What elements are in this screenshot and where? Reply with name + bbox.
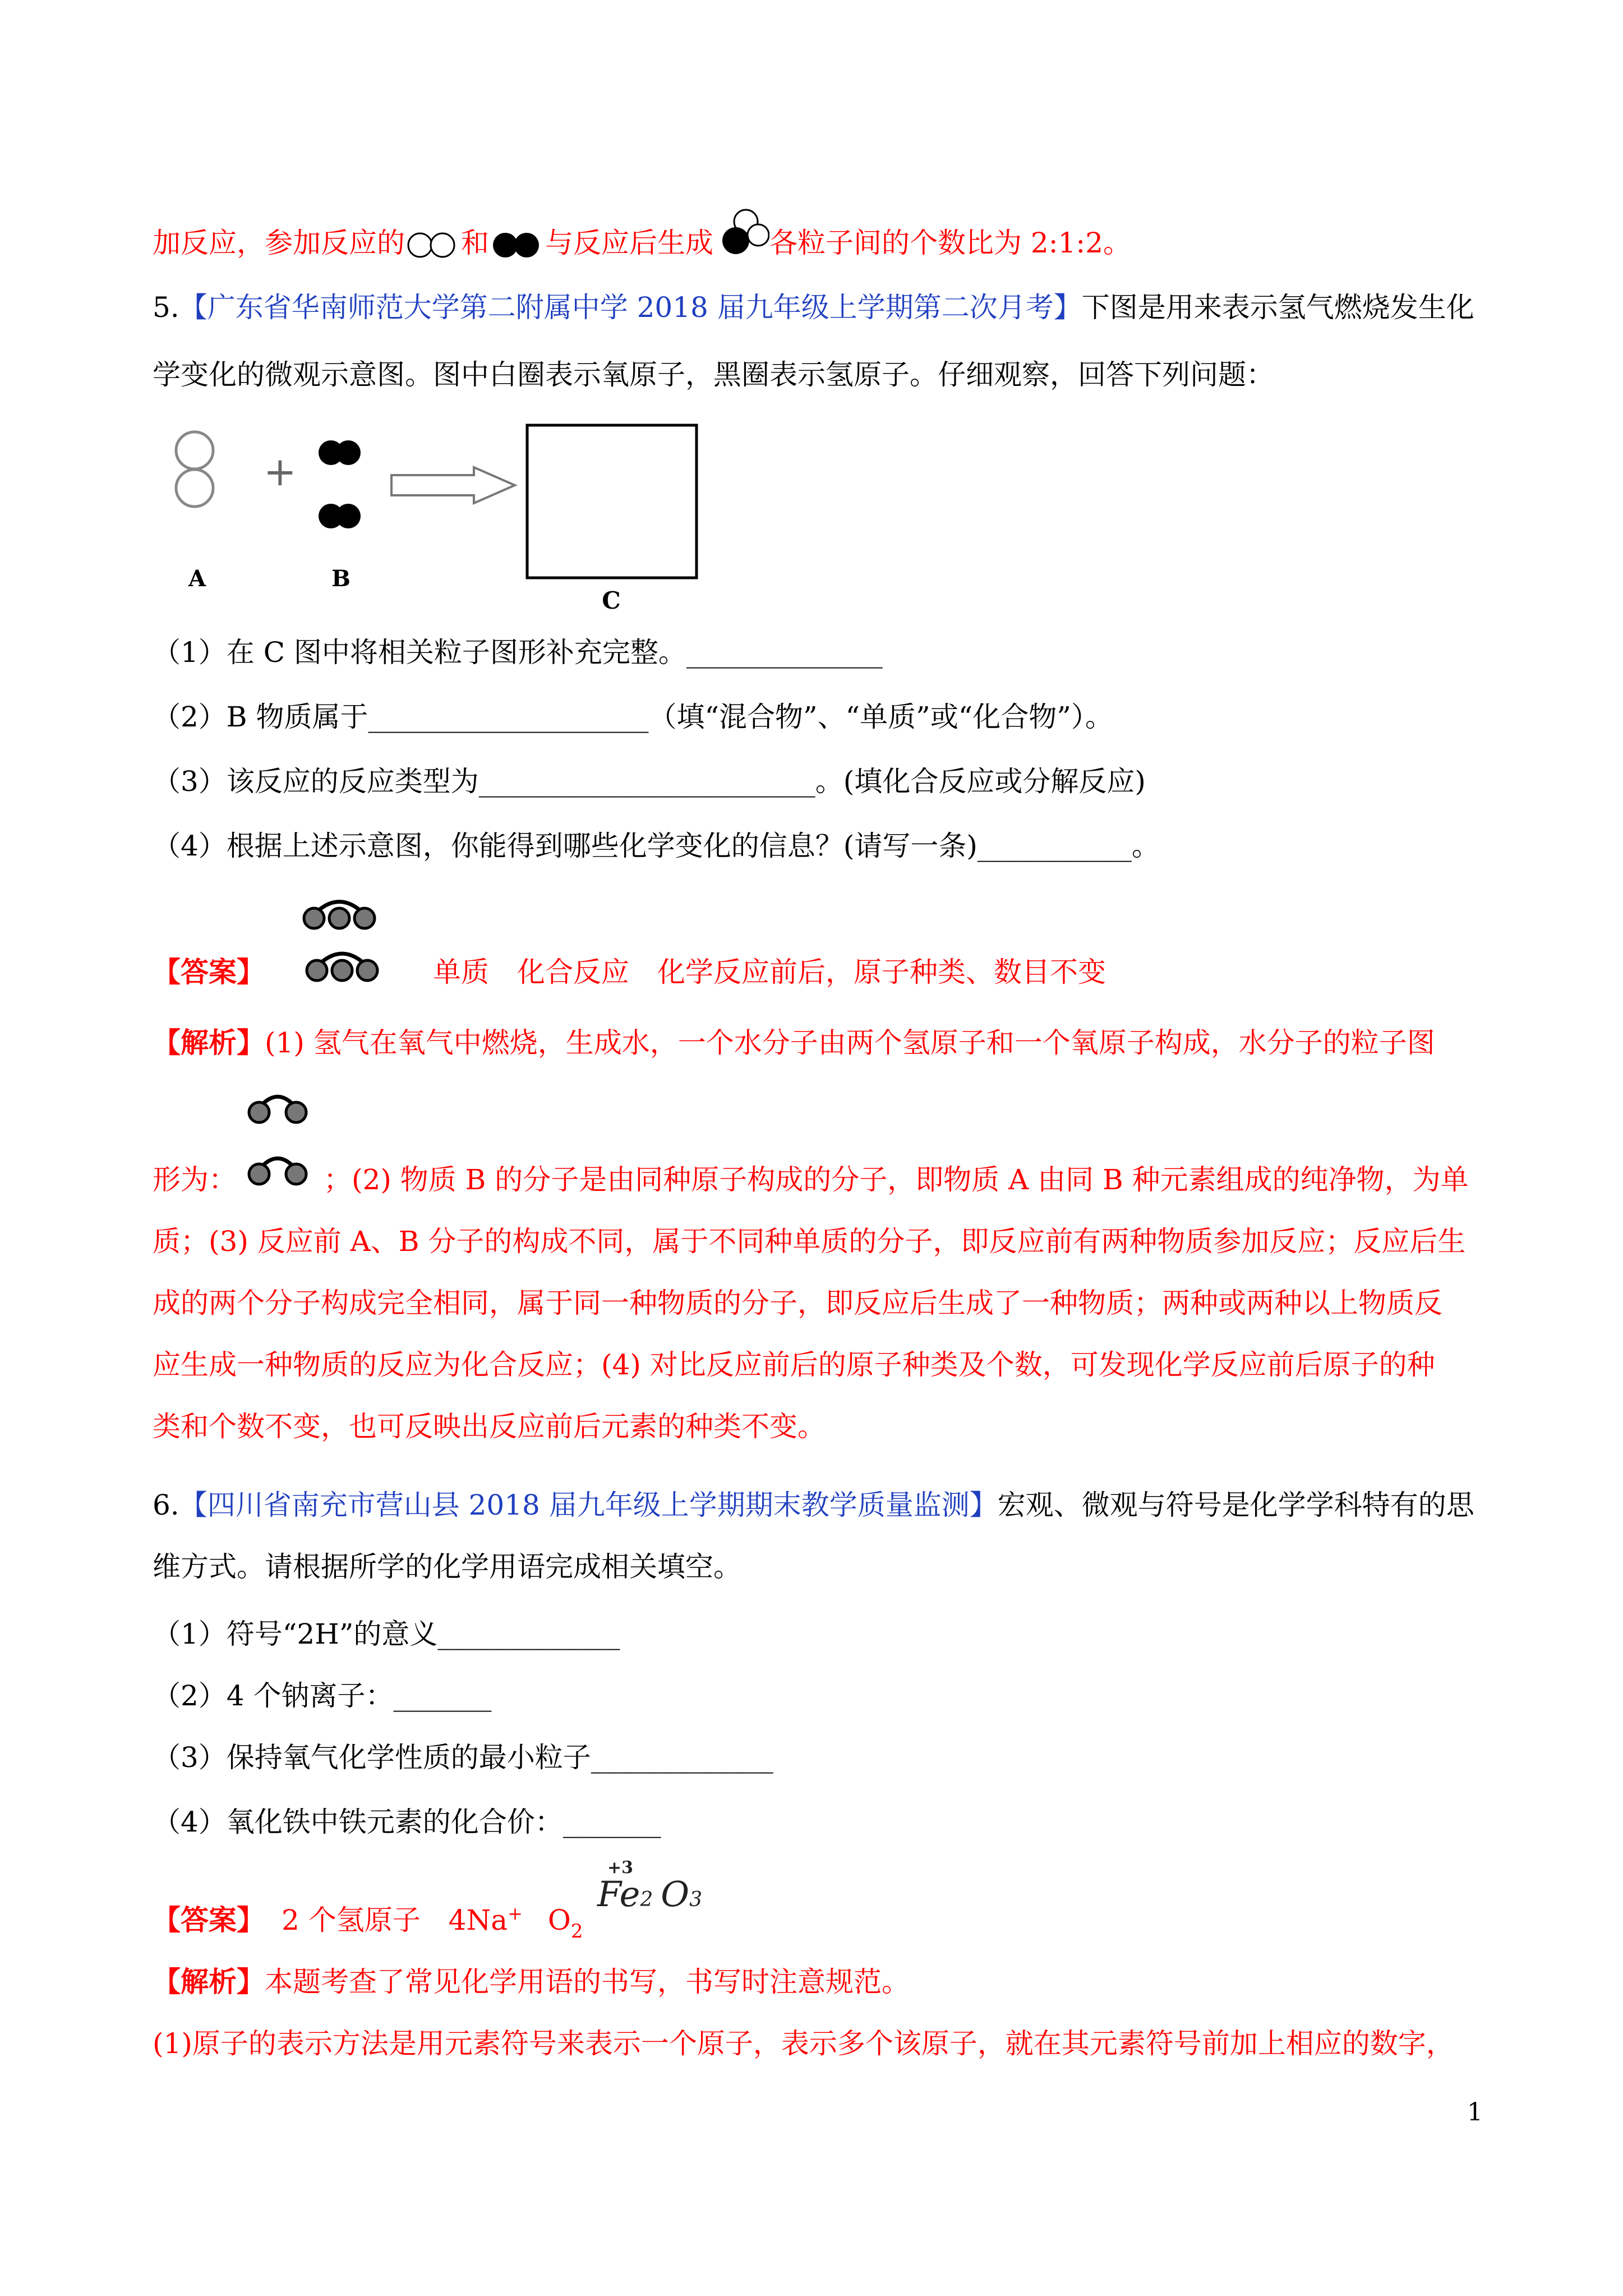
label-b: B: [331, 565, 351, 592]
q4-tail-part3: 与反应后生成: [545, 227, 713, 259]
q5-analysis-l2b: ；(2) 物质 B 的分子是由同种原子构成的分子，即物质 A 由同 B 种元素组成的纯净物，为单: [324, 1163, 1469, 1196]
q4-tail-part4: 各粒子间的个数比为 2:1:2。: [769, 227, 1132, 259]
oxygen-molecule-icon: [405, 231, 461, 259]
q6-sub1: （1）符号“2H”的意义_____________: [153, 1618, 620, 1650]
q6-number: 6.: [153, 1489, 179, 1521]
q5-stem-line2: [153, 356, 1274, 393]
q6-sub4: （4）氧化铁中铁元素的化合价：_______: [153, 1806, 661, 1838]
label-c: C: [602, 587, 621, 614]
q6-analysis-line1: [153, 1963, 910, 2000]
reaction-diagram: [163, 418, 723, 620]
q6-ans4-valence: +3: [607, 1858, 634, 1878]
q6-source: 【四川省南充市营山县 2018 届九年级上学期期末教学质量监测】: [179, 1489, 998, 1521]
q6-ans3: [547, 1904, 583, 1943]
q6-ans3-base: O: [547, 1904, 571, 1936]
plus-sign: +: [264, 449, 297, 495]
q6-stem-line1: [153, 1487, 1474, 1524]
q5-analysis-line6: 类和个数不变，也可反映出反应前后元素的种类不变。: [153, 1410, 826, 1443]
q5-analysis-line1: [153, 1024, 1435, 1061]
q5-source: 【广东省华南师范大学第二附属中学 2018 届九年级上学期第二次月考】: [179, 291, 1082, 324]
q6-stem-line2: 维方式。请根据所学的化学用语完成相关填空。: [153, 1550, 741, 1583]
q5-analysis-line3: 质；(3) 反应前 A、B 分子的构成不同，属于不同种单质的分子，即反应前有两种物质参加反应；反应后生: [153, 1225, 1466, 1258]
q5-stem2: 学变化的微观示意图。图中白圈表示氧原子，黑圈表示氢原子。仔细观察，回答下列问题：: [153, 358, 1274, 391]
q6-ans4-fe: Fe: [597, 1874, 640, 1915]
q6-sub2: （2）4 个钠离子：_______: [153, 1680, 492, 1712]
page-number: 1: [1467, 2098, 1483, 2127]
q6-ans1: 2 个氢原子: [282, 1904, 421, 1936]
q5-analysis-line2: [153, 1161, 1469, 1198]
q5-answer-text: 单质 化合反应 化学反应前后，原子种类、数目不变: [433, 956, 1106, 988]
q5-analysis-label: 【解析】: [153, 1026, 265, 1059]
q5-analysis-l1: (1) 氢气在氧气中燃烧，生成水，一个水分子由两个氢原子和一个氧原子构成，水分子的粒子图: [265, 1027, 1435, 1059]
q5-number: 5.: [153, 291, 179, 324]
q6-analysis-label: 【解析】: [153, 1965, 265, 1998]
q6-ans2: [449, 1904, 523, 1936]
q4-tail-part1: 加反应，参加反应的: [153, 227, 405, 259]
label-a: A: [188, 565, 206, 592]
q6-analysis-line2: (1)原子的表示方法是用元素符号来表示一个原子，表示多个该原子，就在其元素符号前加上相应的数字，: [153, 2027, 1454, 2060]
box-c: [527, 425, 697, 578]
q5-analysis-line4: 成的两个分子构成完全相同，属于同一种物质的分子，即反应后生成了一种物质；两种或两种以上物质反: [153, 1287, 1442, 1319]
q6-ans3-sub: 2: [570, 1920, 583, 1943]
q6-answer-label: 【答案】: [153, 1903, 265, 1936]
q6-ans4-formula: [597, 1860, 702, 1918]
hydrogen-molecule-icon: [489, 231, 545, 259]
q6-ans4-o-sub: 3: [689, 1888, 702, 1911]
q6-ans4-fe-sub: 2: [640, 1888, 653, 1911]
q5-sub3: （3）该反应的反应类型为________________________。(填化合反应或分解反应): [153, 765, 1146, 798]
molecule-b: [319, 440, 361, 528]
molecule-a: [176, 432, 213, 507]
q6-stem1: 宏观、微观与符号是化学学科特有的思: [997, 1489, 1474, 1521]
q5-analysis-l2a: 形为：: [153, 1163, 237, 1196]
water-molecule-1: [304, 902, 375, 929]
q6-analysis-text: 本题考查了常见化学用语的书写，书写时注意规范。: [265, 1966, 910, 1998]
q6-ans4-o: O: [661, 1874, 690, 1915]
q4-tail-line: [153, 224, 1131, 262]
q5-analysis-line5: 应生成一种物质的反应为化合反应；(4) 对比反应前后的原子种类及个数，可发现化学反应前后原子的种: [153, 1349, 1435, 1381]
water-molecule-icon: [713, 206, 769, 262]
q6-answer-line: [153, 1902, 583, 1942]
q5-sub4: （4）根据上述示意图，你能得到哪些化学变化的信息？(请写一条)___________。: [153, 830, 1160, 862]
q6-ans2-sup: +: [508, 1903, 523, 1924]
water-molecule-3: [249, 1097, 306, 1122]
q5-sub1: （1）在 C 图中将相关粒子图形补充完整。______________: [153, 636, 883, 669]
q5-stem-line1: [153, 289, 1474, 326]
reaction-arrow: [391, 467, 515, 503]
q4-tail-part2: 和: [461, 227, 489, 259]
q5-answer-line: [153, 954, 1106, 991]
q5-stem1: 下图是用来表示氢气燃烧发生化: [1081, 291, 1474, 324]
q6-ans2-base: 4Na: [448, 1904, 508, 1936]
q5-answer-label: 【答案】: [153, 955, 265, 988]
q6-sub3: （3）保持氧气化学性质的最小粒子_____________: [153, 1741, 773, 1774]
q5-sub2: （2）B 物质属于____________________（填“混合物”、“单质”或“化合物”）。: [153, 701, 1113, 733]
